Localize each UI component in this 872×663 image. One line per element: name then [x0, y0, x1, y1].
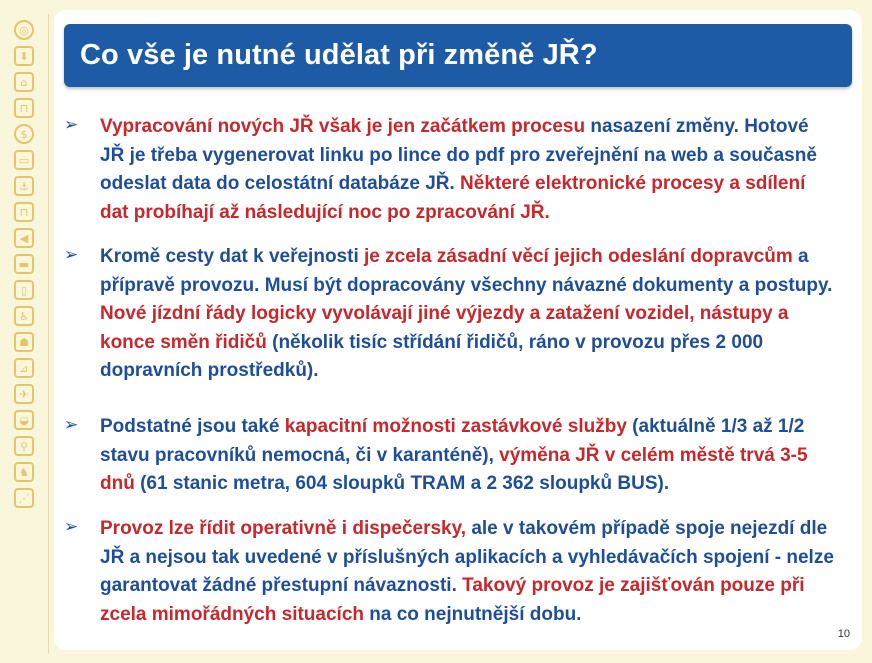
stroller-icon: ◒ — [14, 410, 34, 430]
bullet-1 — [64, 113, 834, 227]
slide-content — [54, 10, 862, 650]
wheelchair-icon: ♿ — [14, 306, 34, 326]
bullet-arrow-icon: ➢ — [64, 415, 79, 435]
text-segment: kapacitní možnosti zastávkové služby — [284, 416, 627, 437]
plane-icon: ✈ — [14, 384, 34, 404]
text-segment: nasazení změny. Hotové JŘ je třeba vygenerovat linku po lince do pdf pro zveřejnění na web a současně odeslat data do celostátní databáze JŘ. — [100, 116, 817, 194]
family-icon: ☗ — [14, 332, 34, 352]
bullet-4 — [64, 515, 834, 629]
bullet-arrow-icon: ➢ — [64, 517, 79, 537]
currency-icon: $ — [14, 124, 34, 144]
text-segment: na co nejnutnější dobu. — [364, 603, 582, 625]
text-segment: ale v takovém případě spoje nejezdí dle JŘ a nejsou tak uvedené v příslušných aplikacích a vyhledávačích spojení - nelze garantovat žádné přestupní návaznosti. — [100, 518, 834, 596]
text-segment: Vypracování nových JŘ však je jen začátkem procesu — [100, 116, 586, 137]
tram-icon: ⌂ — [14, 72, 34, 92]
bullet-text — [100, 413, 834, 499]
megaphone-icon: ◀ — [14, 228, 34, 248]
bus-stop-icon: ⊓ — [14, 98, 34, 118]
bullet-text — [100, 515, 834, 629]
funicular-icon: ⊓ — [14, 202, 34, 222]
text-segment: Nové jízdní řády logicky vyvolávají jiné výjezdy a zatažení vozidel, nástupy a konce směn řidičů — [100, 303, 789, 353]
text-segment: Provoz lze řídit operativně i dispečersky, — [100, 518, 467, 539]
title-bar — [64, 24, 852, 87]
text-segment: (několik tisíc střídání řidičů, ráno v provozu přes 2 000 dopravních prostředků). — [100, 331, 764, 381]
escalator-icon: ⊿ — [14, 358, 34, 378]
text-segment: Podstatné jsou také — [100, 416, 285, 437]
slide-title: Co vše je nutné udělat při změně JŘ? — [80, 39, 598, 71]
text-segment: Některé elektronické procesy a sdílení dat probíhají až následující noc po zpracování JŘ. — [100, 173, 806, 223]
anchor-icon: ⚓ — [14, 176, 34, 196]
text-segment: (61 stanic metra, 604 sloupků TRAM a 2 362 sloupků BUS). — [134, 473, 670, 494]
bullet-2 — [64, 243, 834, 386]
bullet-text — [100, 243, 834, 386]
bullet-3 — [64, 413, 834, 499]
text-segment: (aktuálně 1/3 až 1/2 stavu pracovníků nemocná, či v karanténě), — [100, 416, 805, 466]
card-icon: ▬ — [14, 254, 34, 274]
text-segment: Kromě cesty dat k veřejnosti — [100, 246, 364, 267]
logo-icon: ◎ — [14, 20, 34, 40]
bullet-text — [100, 113, 834, 227]
text-segment: Takový provoz je zajišťován pouze při zcela mimořádných situacích — [100, 575, 805, 625]
text-segment: je zcela zásadní věcí jejich odeslání dopravcům — [364, 246, 793, 267]
metro-icon: ⬇ — [14, 46, 34, 66]
phone-icon: ▯ — [14, 280, 34, 300]
text-segment: a přípravě provozu. Musí být dopracovány všechny návazné dokumenty a postupy. — [100, 246, 833, 296]
page-number: 10 — [837, 628, 850, 640]
sidebar-divider — [48, 14, 49, 654]
bullet-arrow-icon: ➢ — [64, 245, 79, 265]
bullet-arrow-icon: ➢ — [64, 115, 79, 135]
bicycle-icon: ⚲ — [14, 436, 34, 456]
dog-icon: ♞ — [14, 462, 34, 482]
text-segment: výměna JŘ v celém městě trvá 3-5 dnů — [100, 444, 808, 494]
sidebar-icon-bar — [10, 20, 38, 650]
luggage-icon: ⋰ — [14, 488, 34, 508]
ticket-icon: ▭ — [14, 150, 34, 170]
